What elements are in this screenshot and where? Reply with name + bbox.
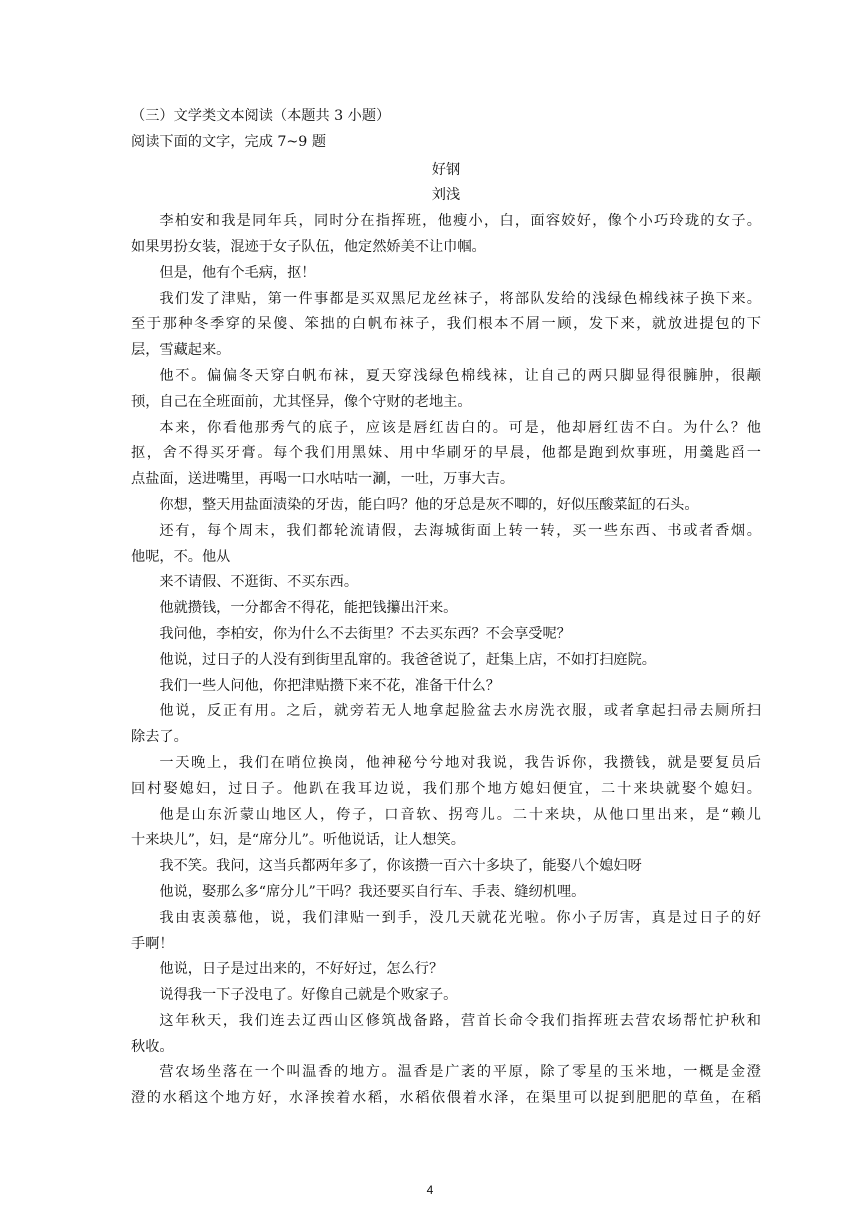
article-line: 层，雪藏起来。 [131,342,231,359]
article-line: 他就攒钱，一分都舍不得花，能把钱攥出汗来。 [159,600,458,617]
article-line: 至于那种冬季穿的呆傻、笨拙的白帆布袜子，我们根本不屑一顾，发下来，就放进提包的下 [131,316,761,333]
article-line: 除去了。 [131,729,188,746]
reading-instruction: 阅读下面的文字，完成 7~9 题 [131,133,327,150]
article-line: 但是，他有个毛病，抠！ [159,264,316,281]
article-line: 我不笑。我问，这当兵都两年多了，你该攒一百六十多块了，能娶八个媳妇呀 [159,858,642,875]
article-line: 他说，日子是过出来的，不好好过，怎么行？ [159,961,444,978]
article-line: 说得我一下子没电了。好像自己就是个败家子。 [159,987,458,1004]
article-line: 回村娶媳妇，过日子。他趴在我耳边说，我们那个地方媳妇便宜，二十来块就娶个媳妇。 [131,780,761,797]
article-line: 秋收。 [131,1038,174,1055]
article-line: 如果男扮女装，混迹于女子队伍，他定然娇美不让巾帼。 [131,238,486,255]
article-line: 抠，舍不得买牙膏。每个我们用黑妹、用中华刷牙的早晨，他都是跑到炊事班，用羹匙舀一 [131,445,761,462]
article-line: 顸，自己在全班面前，尤其怪异，像个守财的老地主。 [131,393,472,410]
article-line: 来不请假、不逛街、不买东西。 [159,574,359,591]
article-line: 他说，过日子的人没有到街里乱窜的。我爸爸说了，赶集上店，不如打扫庭院。 [159,651,656,668]
article-line: 李柏安和我是同年兵，同时分在指挥班，他瘦小，白，面容姣好，像个小巧玲珑的女子。 [159,213,761,230]
article-line: 我们发了津贴，第一件事都是买双黑尼龙丝袜子，将部队发给的浅绿色棉线袜子换下来。 [159,290,761,307]
section-heading: （三）文学类文本阅读（本题共 3 小题） [131,108,391,124]
article-line: 点盐面，送进嘴里，再喝一口水咕咕一涮，一吐，万事大吉。 [131,471,515,488]
article-text [131,209,761,1112]
article-line: 还有，每个周末，我们都轮流请假，去海城街面上转一转，买一些东西、书或者香烟。 [159,522,761,539]
article-author: 刘浅 [431,187,461,204]
article-line: 你想，整天用盐面渍染的牙齿，能白吗？他的牙总是灰不唧的，好似压酸菜缸的石头。 [159,496,699,513]
document-body [131,104,761,1112]
article-line: 他是山东沂蒙山地区人，侉子，口音软、拐弯儿。二十来块，从他口里出来，是“赖儿 [159,806,761,823]
page-number: 4 [426,1183,434,1197]
article-line: 他呢，不。他从 [131,548,231,565]
article-line: 他不。偏偏冬天穿白帆布袜，夏天穿浅绿色棉线袜，让自己的两只脚显得很臃肿，很颟 [159,367,761,384]
article-title: 好钢 [431,161,461,178]
article-line: 营农场坐落在一个叫温香的地方。温香是广袤的平原，除了零星的玉米地，一概是金澄 [159,1064,761,1081]
article-line: 十来块儿”，妇，是“席分儿”。听他说话，让人想笑。 [131,832,465,849]
article-line: 澄的水稻这个地方好，水泽挨着水稻，水稻依偎着水泽，在渠里可以捉到肥肥的草鱼，在稻 [131,1090,761,1107]
article-line: 他说，反正有用。之后，就旁若无人地拿起脸盆去水房洗衣服，或者拿起扫帚去厕所扫 [159,703,761,720]
article-line: 我由衷羡慕他，说，我们津贴一到手，没几天就花光啦。你小子厉害，真是过日子的好 [159,909,761,926]
article-line: 我们一些人问他，你把津贴攒下来不花，准备干什么？ [159,677,500,694]
article-line: 这年秋天，我们连去辽西山区修筑战备路，营首长命令我们指挥班去营农场帮忙护秋和 [159,1012,761,1029]
article-line: 他说，娶那么多“席分儿”干吗？我还要买自行车、手表、缝纫机哩。 [159,883,586,900]
article-line: 本来，你看他那秀气的底子，应该是唇红齿白的。可是，他却唇红齿不白。为什么？他 [159,419,761,436]
article-line: 我问他，李柏安，你为什么不去街里？不去买东西？不会享受呢？ [159,625,571,642]
article-line: 一天晚上，我们在哨位换岗，他神秘兮兮地对我说，我告诉你，我攒钱，就是要复员后 [159,754,761,771]
article-line: 手啊！ [131,935,174,952]
